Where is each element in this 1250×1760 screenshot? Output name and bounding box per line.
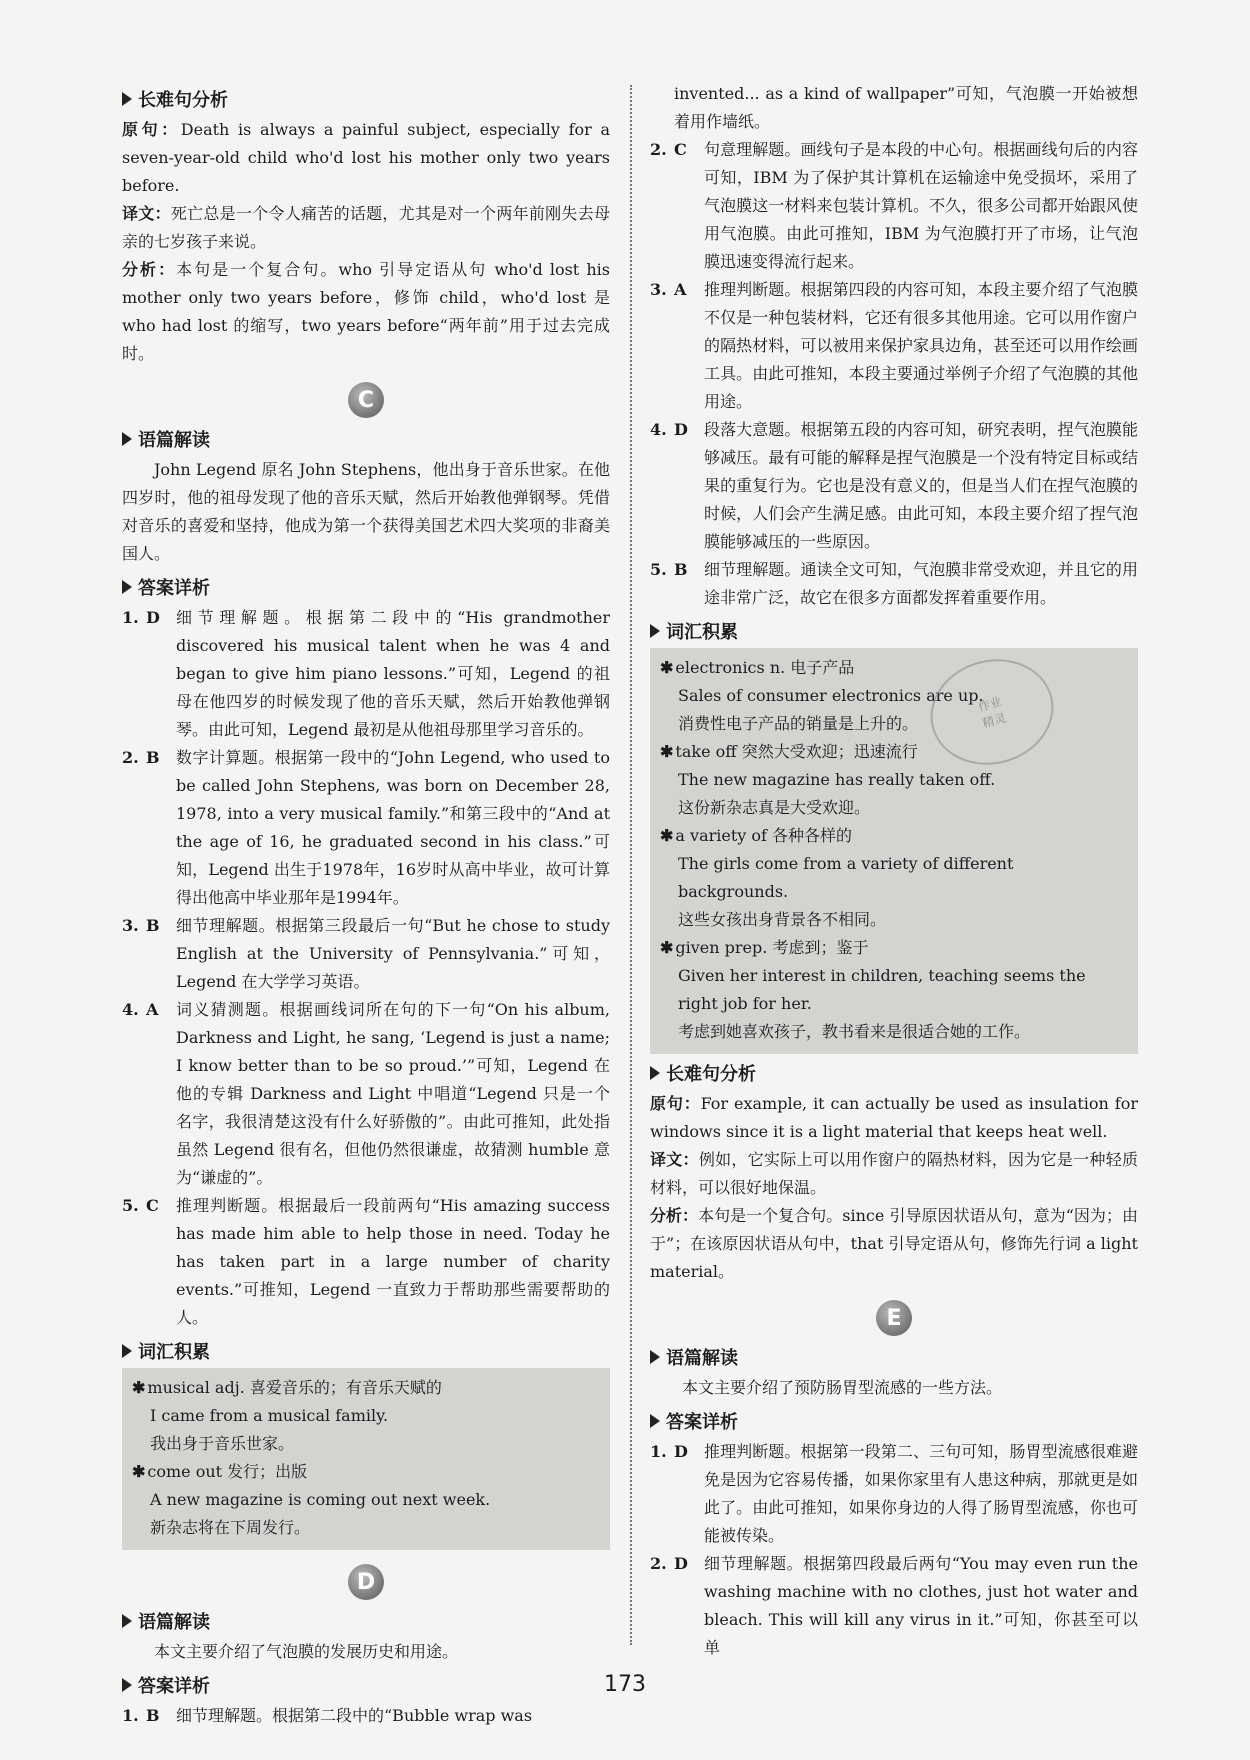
vocab-example-zh: 消费性电子产品的销量是上升的。	[678, 714, 919, 733]
arrow-icon	[122, 1344, 132, 1358]
vocab-word: ✱ musical adj. 喜爱音乐的；有音乐天赋的	[132, 1378, 442, 1397]
vocab-example-en: I came from a musical family.	[150, 1406, 389, 1425]
answer-explanation: 句意理解题。画线句子是本段的中心句。根据画线句后的内容可知，IBM 为了保护其计算机在运输途中免受损坏，采用了气泡膜这一材料来包装计算机。不久，很多公司都开始跟风使用气泡膜。由此可推知，IBM 为气泡膜打开了市场，让气泡膜迅速变得流行起来。	[704, 140, 1138, 271]
answer-list	[650, 1438, 1138, 1662]
vocab-word: ✱ electronics n. 电子产品	[660, 658, 855, 677]
vocab-example-zh: 这份新杂志真是大受欢迎。	[678, 798, 871, 817]
answer-number: 3.	[650, 280, 667, 299]
answer-number: 4.	[122, 1000, 139, 1019]
arrow-icon	[122, 1614, 132, 1628]
star-icon: ✱	[660, 658, 674, 677]
vocab-example-en: A new magazine is coming out next week.	[150, 1490, 491, 1509]
answer-number: 5.	[122, 1196, 139, 1215]
right-column	[650, 80, 1138, 1662]
answer-item	[650, 276, 1138, 416]
stamp-logo: 作业 精灵	[919, 646, 1066, 779]
answer-item: 1. B 细节理解题。根据第二段中的“Bubble wrap was	[122, 1706, 533, 1725]
reading-summary: 本文主要介绍了气泡膜的发展历史和用途。	[154, 1642, 459, 1661]
answer-explanation: 推理判断题。根据第四段的内容可知，本段主要介绍了气泡膜不仅是一种包装材料，它还有很多其他用途。它可以用作窗户的隔热材料，可以被用来保护家具边角，甚至还可以用作绘画工具。由此可推知，本段主要通过举例子介绍了气泡膜的其他用途。	[704, 280, 1138, 411]
answer-letter: C	[146, 1196, 159, 1215]
arrow-icon	[650, 1350, 660, 1364]
answer-letter: A	[146, 1000, 159, 1019]
reading-summary: 本文主要介绍了预防肠胃型流感的一些方法。	[682, 1378, 1003, 1397]
answer-item-continued: invented... as a kind of wallpaper”可知，气泡膜一开始被想着用作墙纸。	[674, 84, 1138, 131]
section-title: 长难句分析	[122, 86, 610, 112]
answer-number: 2.	[650, 140, 667, 159]
star-icon: ✱	[660, 826, 674, 845]
arrow-icon	[122, 580, 132, 594]
answer-letter: B	[674, 560, 688, 579]
arrow-icon	[650, 1414, 660, 1428]
answer-letter: C	[674, 140, 687, 159]
vocab-example-zh: 这些女孩出身背景各不相同。	[678, 910, 887, 929]
passage-badge-d: D	[348, 1564, 384, 1600]
arrow-icon	[122, 432, 132, 446]
passage-badge-e: E	[876, 1300, 912, 1336]
original-sentence: 原句：For example, it can actually be used as insulation for windows since it is a light material that keeps heat well.	[650, 1094, 1138, 1141]
section-title: 语篇解读	[122, 426, 610, 452]
answer-item	[122, 912, 610, 996]
answer-letter: D	[674, 1442, 688, 1461]
vocab-word: ✱ given prep. 考虑到；鉴于	[660, 938, 869, 957]
answer-number: 2.	[650, 1554, 667, 1573]
answer-letter: A	[674, 280, 687, 299]
vocab-example-zh: 考虑到她喜欢孩子，教书看来是很适合她的工作。	[678, 1022, 1031, 1041]
section-title: 答案详析	[122, 1672, 610, 1698]
answer-item	[122, 996, 610, 1192]
answer-letter: D	[674, 1554, 688, 1573]
answer-explanation: 数字计算题。根据第一段中的“John Legend, who used to be called John Stephens, was born on December 28, 1978, into a very musical family.”和第三段中的“And at the age of 16, he graduated second in his class.”可知，Legend 出生于1978年，16岁时从高中毕业，故可计算得出他高中毕业那年是1994年。	[176, 748, 610, 907]
star-icon: ✱	[132, 1462, 146, 1481]
answer-item	[650, 556, 1138, 612]
section-title: 词汇积累	[650, 618, 1138, 644]
section-title: 长难句分析	[650, 1060, 1138, 1086]
vocab-word: ✱ take off 突然大受欢迎；迅速流行	[660, 742, 918, 761]
answer-letter: D	[674, 420, 688, 439]
answer-number: 4.	[650, 420, 667, 439]
answer-letter: B	[146, 916, 160, 935]
answer-number: 3.	[122, 916, 139, 935]
page-number: 173	[604, 1672, 646, 1697]
vocab-example-en: Sales of consumer electronics are up.	[678, 686, 984, 705]
vocab-example-en: Given her interest in children, teaching seems the right job for her.	[678, 966, 1086, 1013]
translation: 译文：死亡总是一个令人痛苦的话题，尤其是对一个两年前刚失去母亲的七岁孩子来说。	[122, 204, 610, 251]
section-title: 语篇解读	[650, 1344, 1138, 1370]
section-title: 词汇积累	[122, 1338, 610, 1364]
star-icon: ✱	[132, 1378, 146, 1397]
translation: 译文：例如，它实际上可以用作窗户的隔热材料，因为它是一种轻质材料，可以很好地保温。	[650, 1150, 1138, 1197]
answer-item	[122, 744, 610, 912]
reading-summary: John Legend 原名 John Stephens，他出身于音乐世家。在他四岁时，他的祖母发现了他的音乐天赋，然后开始教他弹钢琴。凭借对音乐的喜爱和坚持，他成为第一个获得美国艺术四大奖项的非裔美国人。	[122, 460, 610, 563]
answer-explanation: 细节理解题。根据第三段最后一句“But he chose to study English at the University of Pennsylvania.”可知，Legend 在大学学习英语。	[176, 916, 610, 991]
answer-letter: B	[146, 748, 160, 767]
answer-letter: D	[146, 608, 160, 627]
arrow-icon	[650, 624, 660, 638]
answer-item	[650, 136, 1138, 276]
answer-explanation: 细节理解题。通读全文可知，气泡膜非常受欢迎，并且它的用途非常广泛，故它在很多方面都发挥着重要作用。	[704, 560, 1138, 607]
vocab-box	[650, 648, 1138, 1054]
answer-item	[650, 1438, 1138, 1550]
answer-explanation: 推理判断题。根据第一段第二、三句可知，肠胃型流感很难避免是因为它容易传播，如果你家里有人患这种病，那就更是如此了。由此可推知，如果你身边的人得了肠胃型流感，你也可能被传染。	[704, 1442, 1138, 1545]
answer-number: 5.	[650, 560, 667, 579]
vocab-word: ✱ come out 发行；出版	[132, 1462, 308, 1481]
passage-badge-c: C	[348, 382, 384, 418]
star-icon: ✱	[660, 742, 674, 761]
answer-item	[650, 1550, 1138, 1662]
left-column	[122, 80, 610, 1730]
answer-item	[650, 416, 1138, 556]
vocab-example-en: The new magazine has really taken off.	[678, 770, 996, 789]
answer-number: 1.	[122, 608, 139, 627]
analysis: 分析：本句是一个复合句。who 引导定语从句 who'd lost his mother only two years before，修饰 child，who'd lost 是 who had lost 的缩写，two years before“两年前”用于过去完成时。	[122, 260, 610, 363]
answer-explanation: 细节理解题。根据第四段最后两句“You may even run the washing machine with no clothes, just hot water and bleach. This will kill any virus in it.”可知，你甚至可以单	[704, 1554, 1138, 1657]
answer-number: 2.	[122, 748, 139, 767]
vocab-example-zh: 我出身于音乐世家。	[150, 1434, 295, 1453]
answer-explanation: 推理判断题。根据最后一段前两句“His amazing success has made him able to help those in need. Today he has taken part in a large number of charity events.”可推知，Legend 一直致力于帮助那些需要帮助的人。	[176, 1196, 610, 1327]
answer-item	[122, 1192, 610, 1332]
arrow-icon	[650, 1066, 660, 1080]
original-sentence: 原句：Death is always a painful subject, especially for a seven-year-old child who'd lost his mother only two years before.	[122, 120, 610, 195]
answer-list	[650, 136, 1138, 612]
analysis: 分析：本句是一个复合句。since 引导原因状语从句，意为“因为；由于”；在该原因状语从句中，that 引导定语从句，修饰先行词 a light material。	[650, 1206, 1138, 1281]
arrow-icon	[122, 92, 132, 106]
answer-explanation: 细节理解题。根据第二段中的“His grandmother discovered his musical talent when he was 4 and began to give him piano lessons.”可知，Legend 的祖母在他四岁的时候发现了他的音乐天赋，然后开始教他弹钢琴。由此可知，Legend 最初是从他祖母那里学习音乐的。	[176, 608, 610, 739]
answer-explanation: 段落大意题。根据第五段的内容可知，研究表明，捏气泡膜能够减压。最有可能的解释是捏气泡膜是一个没有特定目标或结果的重复行为。它也是没有意义的，但是当人们在捏气泡膜的时候，人们会产生满足感。由此可知，本段主要介绍了捏气泡膜能够减压的一些原因。	[704, 420, 1138, 551]
answer-explanation: 词义猜测题。根据画线词所在句的下一句“On his album, Darkness and Light, he sang, ‘Legend is just a name; I know better than to be so proud.’”可知，Legend 在他的专辑 Darkness and Light 中唱道“Legend 只是一个名字，我很清楚这没有什么好骄傲的”。由此可推知，此处指虽然 Legend 很有名，但他仍然很谦虚，故猜测 humble 意为“谦虚的”。	[176, 1000, 610, 1187]
answer-list	[122, 604, 610, 1332]
star-icon: ✱	[660, 938, 674, 957]
answer-number: 1.	[650, 1442, 667, 1461]
vocab-example-zh: 新杂志将在下周发行。	[150, 1518, 311, 1537]
column-divider	[630, 85, 632, 1645]
vocab-word: ✱ a variety of 各种各样的	[660, 826, 853, 845]
section-title: 语篇解读	[122, 1608, 610, 1634]
vocab-example-en: The girls come from a variety of different backgrounds.	[678, 854, 1014, 901]
section-title: 答案详析	[650, 1408, 1138, 1434]
answer-item	[122, 604, 610, 744]
section-title: 答案详析	[122, 574, 610, 600]
vocab-box	[122, 1368, 610, 1550]
